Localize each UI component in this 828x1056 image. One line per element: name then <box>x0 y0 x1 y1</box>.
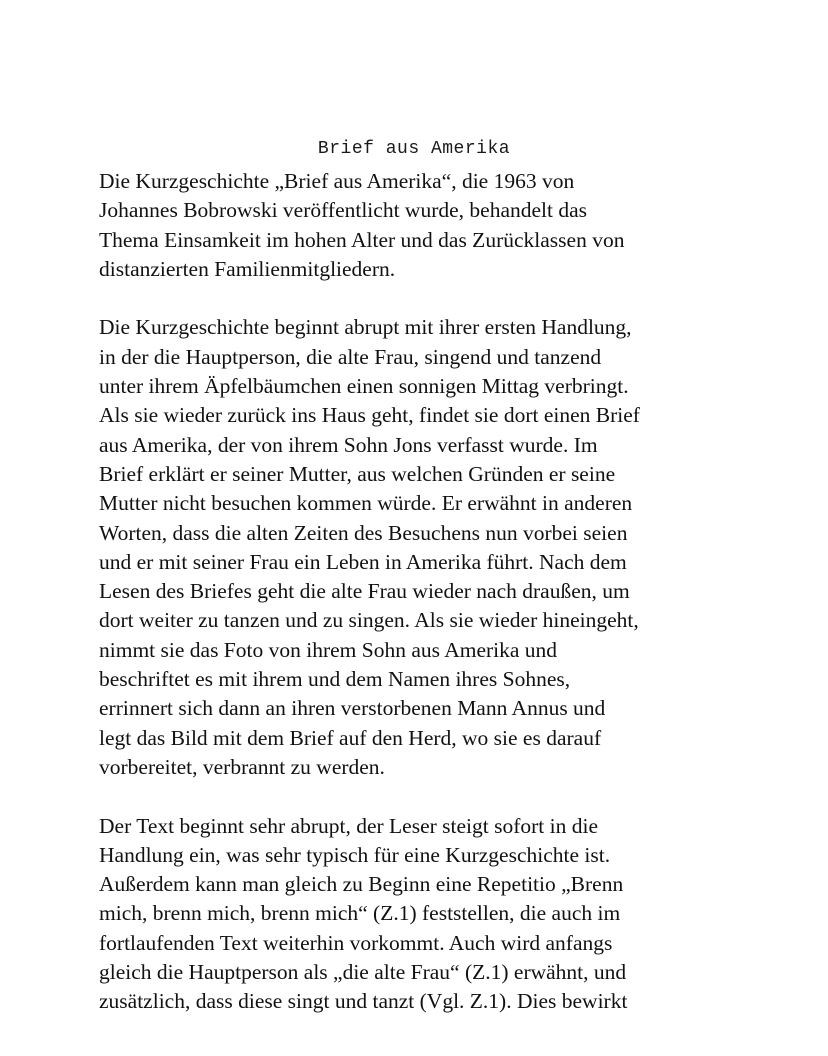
document-title: Brief aus Amerika <box>317 139 511 159</box>
text-line: distanzierten Familienmitgliedern. <box>99 256 396 281</box>
text-line: Lesen des Briefes geht die alte Frau wieder nach draußen, um <box>99 579 630 604</box>
document-body <box>99 167 759 1017</box>
text-line: gleich die Hauptperson als „die alte Frau“ (Z.1) erwähnt, und <box>99 960 627 985</box>
text-line: legt das Bild mit dem Brief auf den Herd, wo sie es darauf <box>99 725 602 750</box>
text-line: Brief erklärt er seiner Mutter, aus welchen Gründen er seine <box>99 461 616 486</box>
text-line: aus Amerika, der von ihrem Sohn Jons verfasst wurde. Im <box>99 432 598 457</box>
text-line: fortlaufenden Text weiterhin vorkommt. Auch wird anfangs <box>99 930 613 955</box>
text-line: zusätzlich, dass diese singt und tanzt (Vgl. Z.1). Dies bewirkt <box>99 989 628 1014</box>
text-line: Mutter nicht besuchen kommen würde. Er erwähnt in anderen <box>99 491 633 516</box>
text-line: Die Kurzgeschichte beginnt abrupt mit ihrer ersten Handlung, <box>99 315 632 340</box>
text-line: Johannes Bobrowski veröffentlicht wurde, behandelt das <box>99 198 588 223</box>
text-line: und er mit seiner Frau ein Leben in Amerika führt. Nach dem <box>99 549 627 574</box>
text-line: dort weiter zu tanzen und zu singen. Als sie wieder hineingeht, <box>99 608 639 633</box>
text-line: beschriftet es mit ihrem und dem Namen ihres Sohnes, <box>99 667 571 692</box>
text-line: Worten, dass die alten Zeiten des Besuchens nun vorbei seien <box>99 520 628 545</box>
text-line: unter ihrem Äpfelbäumchen einen sonnigen Mittag verbringt. <box>99 374 629 399</box>
text-line: Als sie wieder zurück ins Haus geht, findet sie dort einen Brief <box>99 403 640 428</box>
text-line: vorbereitet, verbrannt zu werden. <box>99 754 385 779</box>
text-line: Die Kurzgeschichte „Brief aus Amerika“, die 1963 von <box>99 169 575 193</box>
text-line: Außerdem kann man gleich zu Beginn eine Repetitio „Brenn <box>99 872 624 897</box>
text-line: Handlung ein, was sehr typisch für eine Kurzgeschichte ist. <box>99 842 611 867</box>
text-line: in der die Hauptperson, die alte Frau, singend und tanzend <box>99 344 602 369</box>
text-line: nimmt sie das Foto von ihrem Sohn aus Amerika und <box>99 637 558 662</box>
text-line: Thema Einsamkeit im hohen Alter und das Zurücklassen von <box>99 227 625 252</box>
paragraph-intro <box>99 167 759 284</box>
text-line: errinnert sich dann an ihren verstorbenen Mann Annus und <box>99 696 606 721</box>
text-line: mich, brenn mich, brenn mich“ (Z.1) feststellen, die auch im <box>99 901 621 926</box>
text-line: Der Text beginnt sehr abrupt, der Leser steigt sofort in die <box>99 813 599 838</box>
paragraph-summary <box>99 313 759 782</box>
paragraph-analysis <box>99 812 759 1017</box>
